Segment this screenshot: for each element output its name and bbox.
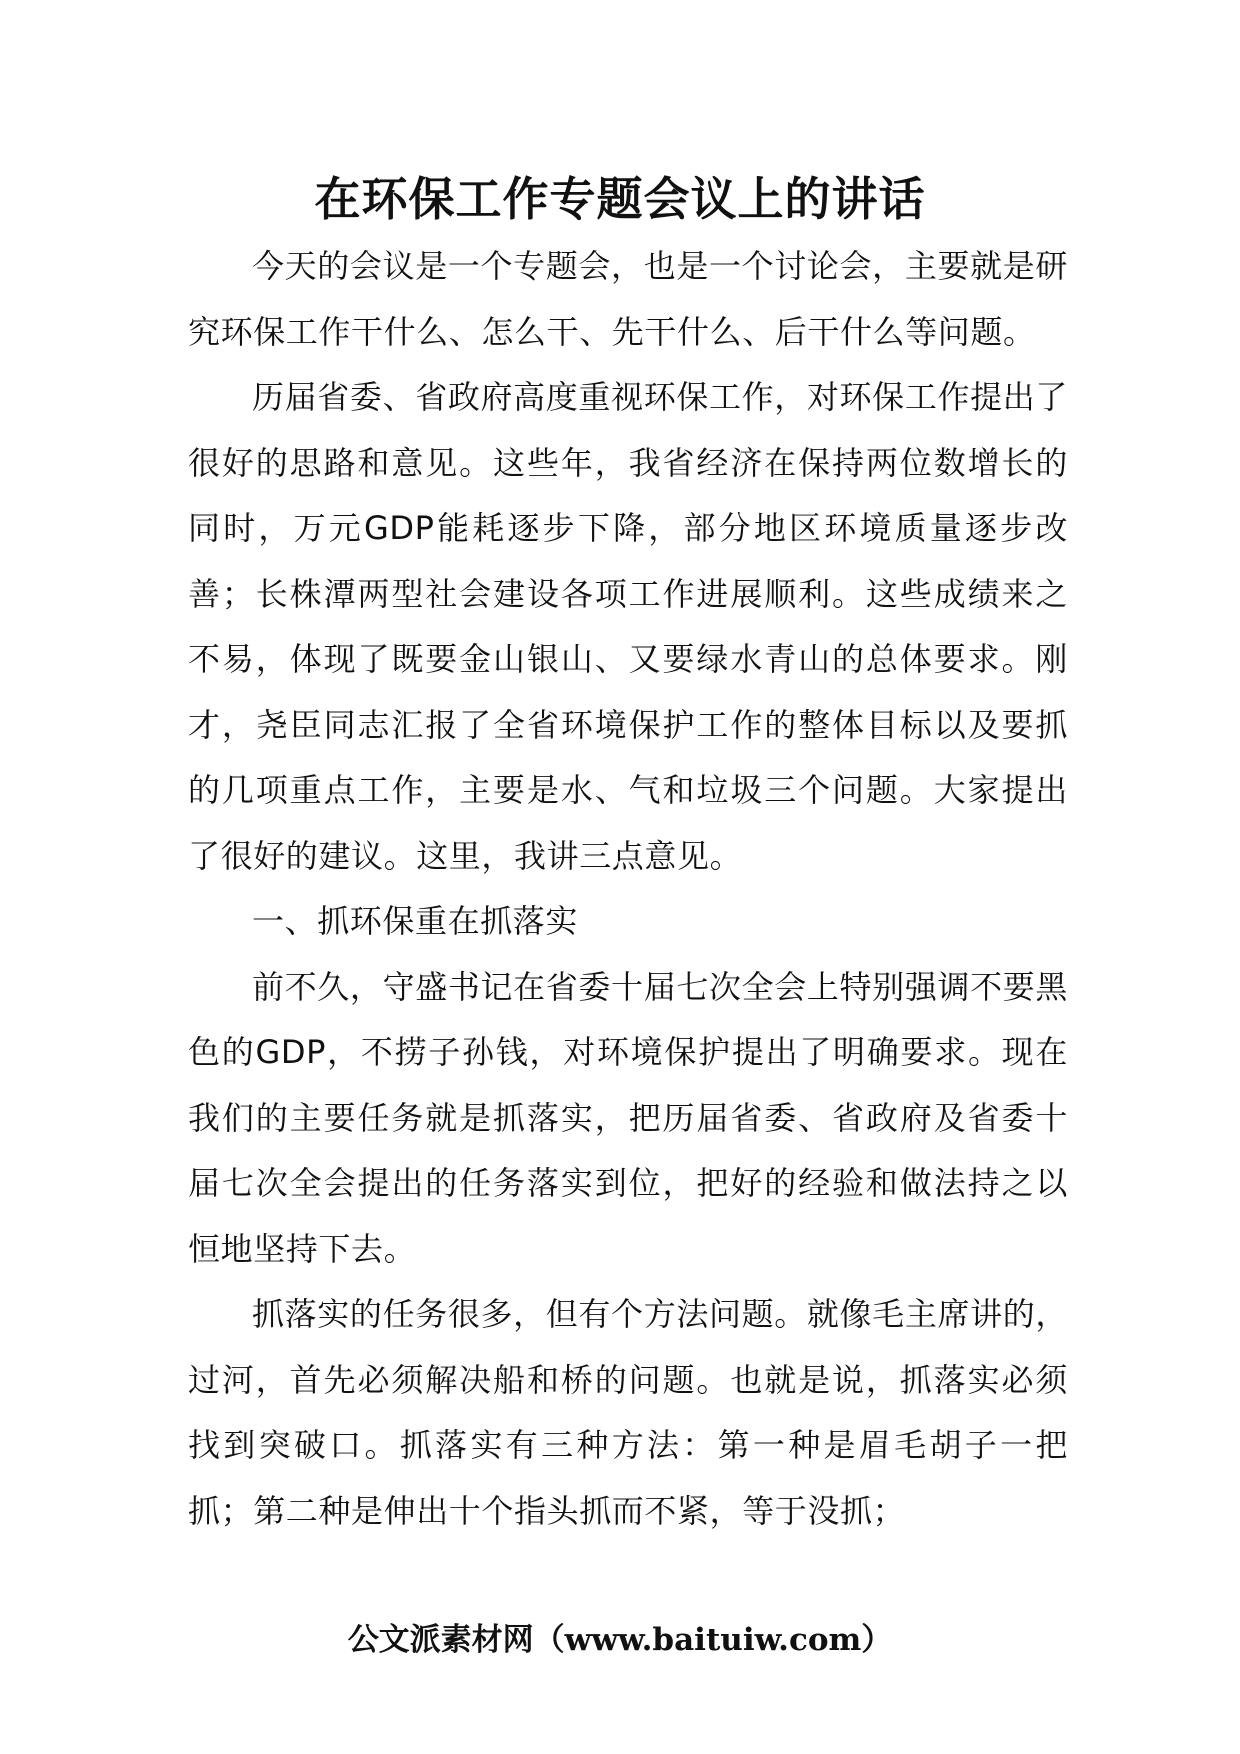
footer-watermark: 公文派素材网（www.baituiw.com） — [347, 1622, 893, 1658]
document-body — [188, 234, 1068, 1544]
paragraph-background: 历届省委、省政府高度重视环保工作，对环保工作提出了很好的思路和意见。这些年，我省经济在保持两位数增长的同时，万元GDP能耗逐步下降，部分地区环境质量逐步改善；长株潭两型社会建设各项工作进展顺利。这些成绩来之不易，体现了既要金山银山、又要绿水青山的总体要求。刚才，尧臣同志汇报了全省环境保护工作的整体目标以及要抓的几项重点工作，主要是水、气和垃圾三个问题。大家提出了很好的建议。这里，我讲三点意见。 — [188, 378, 1068, 875]
paragraph-section1-b: 抓落实的任务很多，但有个方法问题。就像毛主席讲的，过河，首先必须解决船和桥的问题。也就是说，抓落实必须找到突破口。抓落实有三种方法：第一种是眉毛胡子一把抓；第二种是伸出十个指头抓而不紧，等于没抓； — [188, 1295, 1068, 1530]
paragraph-intro: 今天的会议是一个专题会，也是一个讨论会，主要就是研究环保工作干什么、怎么干、先干什么、后干什么等问题。 — [188, 247, 1068, 351]
document-title: 在环保工作专题会议上的讲话 — [314, 172, 926, 226]
section-heading-1: 一、抓环保重在抓落实 — [252, 902, 579, 940]
paragraph-section1-a: 前不久，守盛书记在省委十届七次全会上特别强调不要黑色的GDP，不捞子孙钱，对环境保护提出了明确要求。现在我们的主要任务就是抓落实，把历届省委、省政府及省委十届七次全会提出的任务落实到位，把好的经验和做法持之以恒地坚持下去。 — [188, 967, 1068, 1268]
